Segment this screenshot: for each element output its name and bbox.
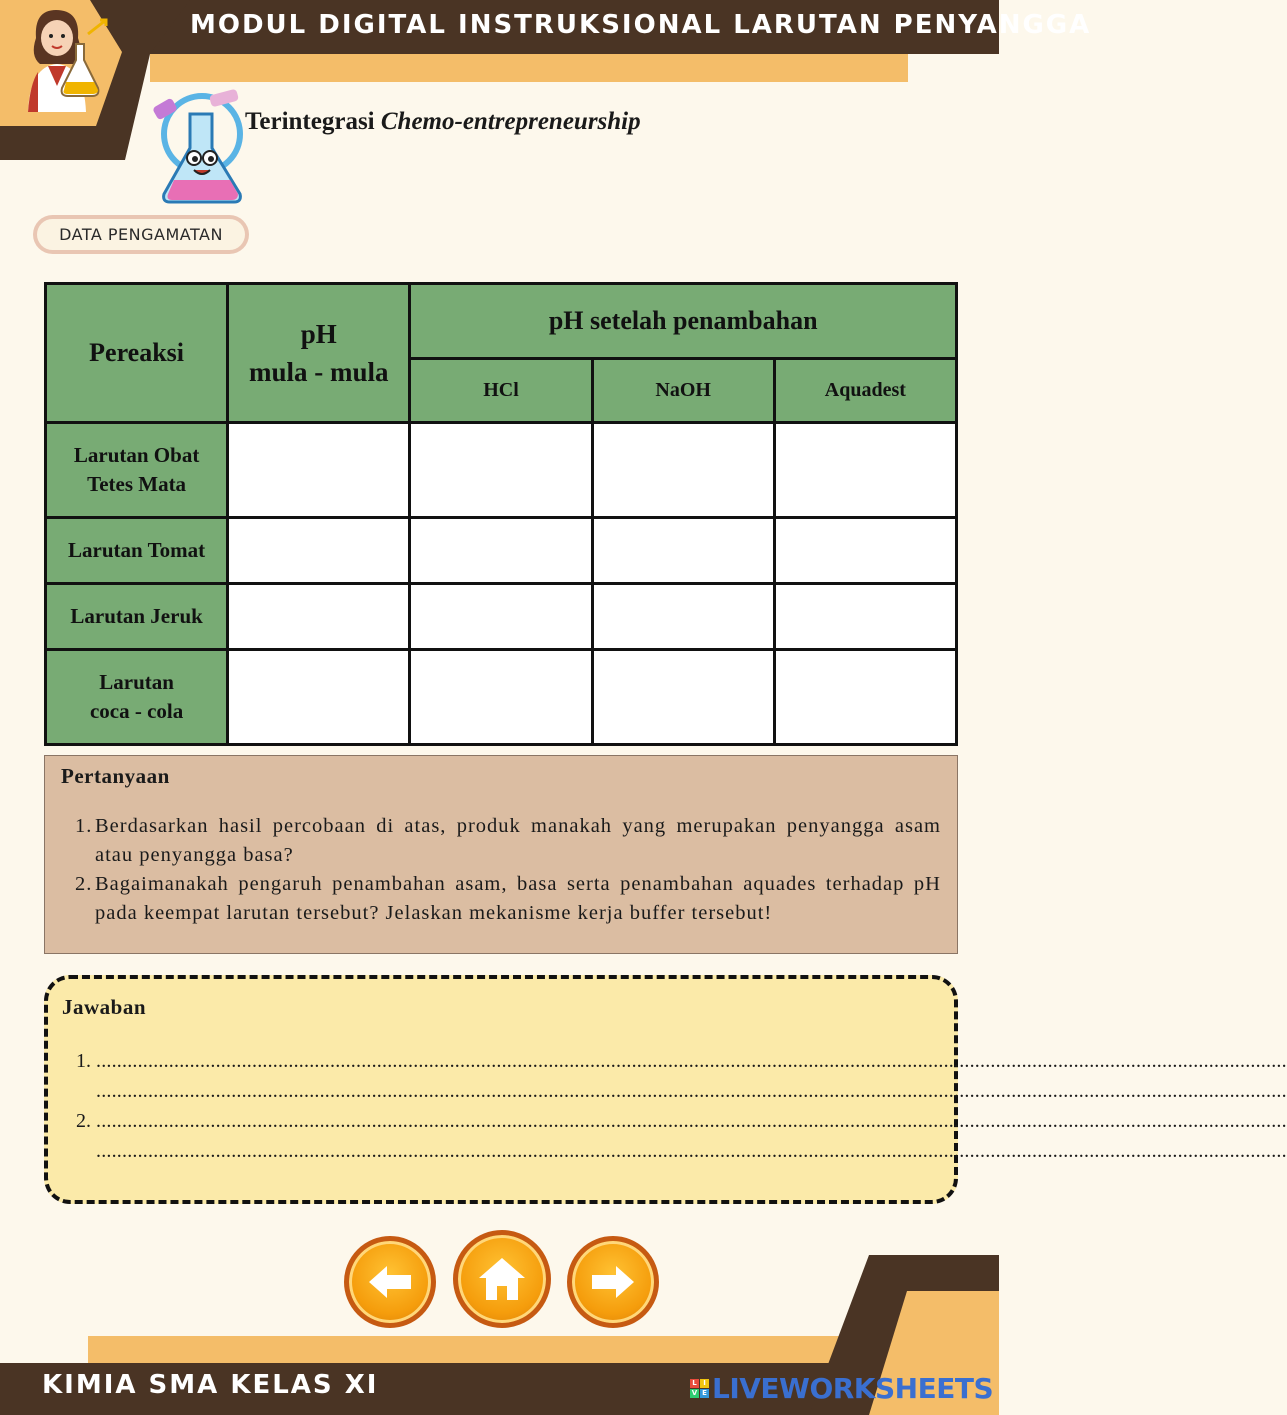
answer-line[interactable] bbox=[76, 1076, 1287, 1106]
answer-cell[interactable] bbox=[774, 423, 956, 518]
scientist-avatar-icon bbox=[14, 4, 110, 112]
header-hcl: HCl bbox=[410, 359, 592, 423]
header-aquadest: Aquadest bbox=[774, 359, 956, 423]
answer-line[interactable] bbox=[76, 1106, 1287, 1136]
answer-input[interactable] bbox=[776, 519, 955, 582]
liveworksheets-logo[interactable] bbox=[690, 1372, 993, 1405]
row-label: Larutan Jeruk bbox=[46, 584, 228, 650]
footer-title: KIMIA SMA KELAS XI bbox=[42, 1370, 379, 1400]
answer-input[interactable] bbox=[594, 519, 773, 582]
table-row bbox=[46, 584, 957, 650]
table-row bbox=[46, 423, 957, 518]
row-label: Larutan Obat Tetes Mata bbox=[46, 423, 228, 518]
answer-input[interactable] bbox=[411, 519, 590, 582]
header-accent-stripe bbox=[150, 54, 908, 82]
header-ph-after: pH setelah penambahan bbox=[410, 284, 957, 359]
answer-cell[interactable] bbox=[774, 650, 956, 745]
answer-cell[interactable] bbox=[774, 518, 956, 584]
answer-dots[interactable]: ..................................................................................................................................................................................................................................... bbox=[96, 1110, 1287, 1132]
answer-box bbox=[44, 975, 1287, 1204]
answer-input[interactable] bbox=[776, 424, 955, 516]
liveworksheets-icon: L I V E bbox=[690, 1379, 709, 1398]
answer-cell[interactable] bbox=[410, 423, 592, 518]
flask-mascot-icon bbox=[150, 88, 250, 210]
question-number: 2. bbox=[75, 873, 93, 895]
answer-number: 2. bbox=[76, 1110, 91, 1132]
section-badge bbox=[33, 215, 249, 254]
answer-cell[interactable] bbox=[228, 518, 410, 584]
answer-dots[interactable]: ..................................................................................................................................................................................................................................... bbox=[96, 1080, 1287, 1102]
home-icon bbox=[477, 1256, 527, 1302]
answer-cell[interactable] bbox=[410, 650, 592, 745]
answer-cell[interactable] bbox=[228, 650, 410, 745]
row-label: Larutan Tomat bbox=[46, 518, 228, 584]
answer-cell[interactable] bbox=[410, 518, 592, 584]
answer-cell[interactable] bbox=[228, 584, 410, 650]
liveworksheets-text: LIVEWORKSHEETS bbox=[712, 1372, 994, 1405]
answer-input[interactable] bbox=[776, 651, 955, 743]
answer-input[interactable] bbox=[411, 585, 590, 648]
row-label: Larutan coca - cola bbox=[46, 650, 228, 745]
answer-input[interactable] bbox=[594, 424, 773, 516]
answer-input[interactable] bbox=[229, 519, 408, 582]
observation-table bbox=[44, 282, 958, 746]
list-item bbox=[75, 870, 941, 928]
answer-input[interactable] bbox=[776, 585, 955, 648]
answer-input[interactable] bbox=[411, 424, 590, 516]
home-button[interactable] bbox=[453, 1230, 551, 1328]
answer-cell[interactable] bbox=[774, 584, 956, 650]
answer-input[interactable] bbox=[229, 585, 408, 648]
header-initial-ph: pH mula - mula bbox=[228, 284, 410, 423]
answer-cell[interactable] bbox=[228, 423, 410, 518]
answer-line[interactable] bbox=[76, 1136, 1287, 1166]
answer-cell[interactable] bbox=[592, 423, 774, 518]
answer-cell[interactable] bbox=[592, 518, 774, 584]
header-naoh: NaOH bbox=[592, 359, 774, 423]
list-item bbox=[75, 812, 941, 870]
answer-list[interactable] bbox=[76, 1046, 1287, 1166]
answer-input[interactable] bbox=[594, 585, 773, 648]
answer-input[interactable] bbox=[229, 651, 408, 743]
answer-input[interactable] bbox=[229, 424, 408, 516]
arrow-right-icon bbox=[588, 1262, 638, 1302]
question-text: Bagaimanakah pengaruh penambahan asam, basa serta penambahan aquades terhadap pH pada keempat larutan tersebut? Jelaskan mekanisme kerja buffer tersebut! bbox=[95, 873, 941, 924]
answer-dots[interactable]: ..................................................................................................................................................................................................................................... bbox=[96, 1140, 1287, 1162]
section-badge-label: DATA PENGAMATAN bbox=[37, 219, 245, 250]
question-number: 1. bbox=[75, 815, 93, 837]
answer-number: 1. bbox=[76, 1050, 91, 1072]
answer-input[interactable] bbox=[411, 651, 590, 743]
table-row bbox=[46, 518, 957, 584]
table-row bbox=[46, 650, 957, 745]
question-box bbox=[44, 755, 958, 954]
question-text: Berdasarkan hasil percobaan di atas, produk manakah yang merupakan penyangga asam atau penyangga basa? bbox=[95, 815, 941, 866]
arrow-left-icon bbox=[365, 1262, 415, 1302]
answer-dots[interactable]: ..................................................................................................................................................................................................................................... bbox=[96, 1050, 1287, 1072]
header-reagent: Pereaksi bbox=[46, 284, 228, 423]
answer-cell[interactable] bbox=[592, 584, 774, 650]
next-page-button[interactable] bbox=[567, 1236, 659, 1328]
answer-input[interactable] bbox=[594, 651, 773, 743]
prev-page-button[interactable] bbox=[344, 1236, 436, 1328]
question-title: Pertanyaan bbox=[61, 764, 170, 788]
answer-title: Jawaban bbox=[62, 995, 147, 1019]
module-title: MODUL DIGITAL INSTRUKSIONAL LARUTAN PENYANGGA bbox=[190, 10, 1092, 40]
question-list bbox=[75, 812, 941, 928]
answer-cell[interactable] bbox=[592, 650, 774, 745]
answer-line[interactable] bbox=[76, 1046, 1287, 1076]
answer-cell[interactable] bbox=[410, 584, 592, 650]
module-subtitle: Terintegrasi Chemo-entrepreneurship bbox=[245, 108, 641, 135]
